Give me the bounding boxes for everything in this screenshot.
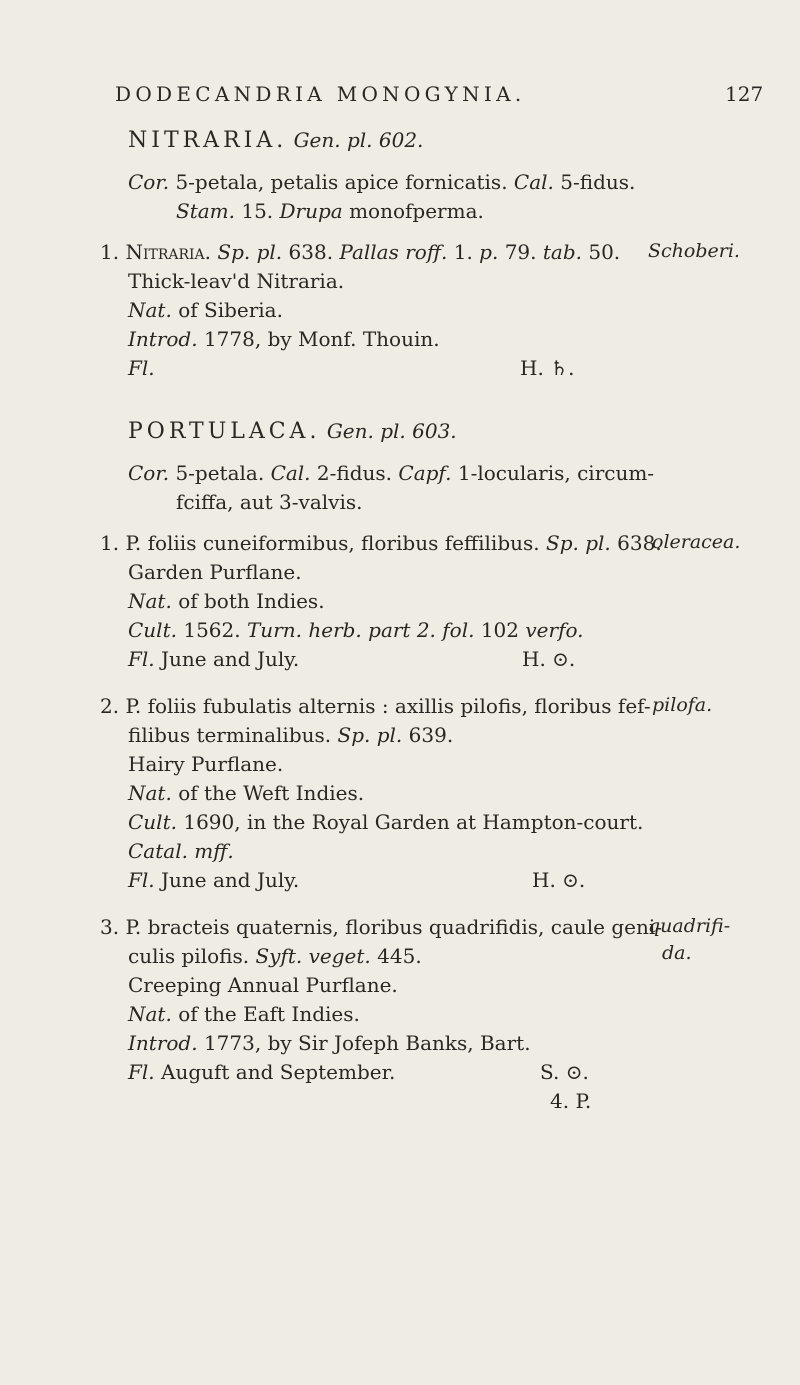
stam-text: 15. <box>241 199 274 223</box>
reference-tab: 50. <box>588 240 621 264</box>
reference-number: 445. <box>377 944 422 968</box>
cal-label: Cal. <box>270 461 311 485</box>
running-title: DODECANDRIA MONOGYNIA. <box>115 82 526 106</box>
cult-reference-verso: verfo. <box>525 618 584 642</box>
introd-text: 1773, by Sir Jofeph Banks, Bart. <box>203 1031 531 1055</box>
species-diagnosis: P. bracteis quaternis, floribus quadrifidis, caule geni- <box>125 915 663 939</box>
species-entry-heading <box>100 238 620 266</box>
cult-reference: Turn. herb. part 2. fol. <box>246 618 475 642</box>
fl-text: June and July. <box>161 868 300 892</box>
genus-name: PORTULACA. <box>128 419 321 444</box>
nat-label: Nat. <box>128 1002 172 1026</box>
running-head <box>0 82 800 122</box>
reference-pallas: Pallas roff. <box>339 240 448 264</box>
nat-label: Nat. <box>128 298 172 322</box>
flowering-line <box>128 866 299 894</box>
cultivated-line <box>128 616 584 644</box>
native-line <box>128 587 325 615</box>
cor-label: Cor. <box>128 461 170 485</box>
reference-number: 638. <box>617 531 662 555</box>
common-name: Creeping Annual Purflane. <box>128 973 398 997</box>
catalogue-line <box>128 837 234 865</box>
introduced-line <box>128 1029 531 1057</box>
nat-text: of the Weft Indies. <box>178 781 365 805</box>
species-diagnosis-end: filibus terminalibus. <box>128 723 332 747</box>
nat-text: of both Indies. <box>178 589 325 613</box>
genus-heading-portulaca <box>128 417 457 446</box>
species-diagnosis-end: culis pilofis. <box>128 944 250 968</box>
cult-reference-number: 102 <box>480 618 520 642</box>
nat-label: Nat. <box>128 781 172 805</box>
species-entry-heading <box>100 913 662 941</box>
fl-text: June and July. <box>161 647 300 671</box>
capf-text: 1-locularis, circum- <box>457 461 655 485</box>
cult-label: Cult. <box>128 810 177 834</box>
introd-text: 1778, by Monf. Thouin. <box>203 327 440 351</box>
introduced-line <box>128 325 440 353</box>
introd-label: Introd. <box>128 327 198 351</box>
margin-species-name: quadrifi- <box>648 915 731 937</box>
cal-label: Cal. <box>513 170 554 194</box>
genus-reference: Gen. pl. 602. <box>293 128 424 152</box>
reference-sp-pl: Sp. pl. <box>337 723 403 747</box>
habit-symbol: H. ⊙. <box>522 647 576 671</box>
catalogue-reference: Catal. mff. <box>128 839 234 863</box>
nitraria-character-line-1 <box>128 168 635 196</box>
common-name: Thick-leav'd Nitraria. <box>128 269 345 293</box>
species-number: 1. <box>100 531 120 555</box>
genus-reference: Gen. pl. 603. <box>326 419 457 443</box>
species-diagnosis: P. foliis fubulatis alternis : axillis pilofis, floribus fef- <box>125 694 651 718</box>
reference-number: 638. <box>288 240 334 264</box>
stam-label: Stam. <box>176 199 235 223</box>
flowering-line <box>128 1058 395 1086</box>
cult-text: 1690, in the Royal Garden at Hampton-court. <box>183 810 644 834</box>
cor-text: 5-petala. <box>175 461 265 485</box>
nitraria-character-line-2 <box>176 197 484 225</box>
common-name: Garden Purflane. <box>128 560 302 584</box>
reference-volume: 1. <box>453 240 473 264</box>
cor-label: Cor. <box>128 170 170 194</box>
cal-text: 2-fidus. <box>316 461 393 485</box>
species-name: Nitraria. <box>125 240 212 264</box>
reference-page: 79. <box>504 240 537 264</box>
page-number: 127 <box>725 82 764 106</box>
species-diagnosis-continued <box>128 942 422 970</box>
fl-label: Fl. <box>128 647 155 671</box>
species-number: 2. <box>100 694 120 718</box>
species-entry-heading <box>100 692 651 720</box>
drupa-text: monofperma. <box>349 199 484 223</box>
reference-syst-veget: Syft. veget. <box>255 944 371 968</box>
habit-symbol: H. ♄. <box>520 356 575 380</box>
native-line <box>128 1000 360 1028</box>
margin-species-name-continued: da. <box>662 942 692 964</box>
margin-species-name: oleracea. <box>652 531 741 553</box>
species-diagnosis: P. foliis cuneiformibus, floribus feffilibus. <box>125 531 540 555</box>
cultivated-line <box>128 808 643 836</box>
native-line <box>128 779 364 807</box>
cal-text: 5-fidus. <box>560 170 636 194</box>
cor-text: 5-petala, petalis apice fornicatis. <box>175 170 508 194</box>
margin-species-name: pilofa. <box>652 694 713 716</box>
reference-sp-pl: Sp. pl. <box>217 240 283 264</box>
flowering-line <box>128 354 155 382</box>
nat-text: of the Eaft Indies. <box>178 1002 360 1026</box>
common-name: Hairy Purflane. <box>128 752 284 776</box>
fl-text: Auguft and September. <box>161 1060 396 1084</box>
species-entry-heading <box>100 529 662 557</box>
species-diagnosis-continued <box>128 721 453 749</box>
flowering-line <box>128 645 299 673</box>
reference-number: 639. <box>408 723 454 747</box>
portulaca-character-line-1 <box>128 459 654 487</box>
portulaca-character-line-2: fciffa, aut 3-valvis. <box>176 490 363 514</box>
reference-page-label: p. <box>479 240 499 264</box>
habit-symbol: S. ⊙. <box>540 1060 589 1084</box>
reference-tab-label: tab. <box>542 240 582 264</box>
species-number: 1. <box>100 240 120 264</box>
introd-label: Introd. <box>128 1031 198 1055</box>
drupa-label: Drupa <box>279 199 343 223</box>
catchword: 4. P. <box>550 1089 592 1113</box>
cult-label: Cult. <box>128 618 177 642</box>
native-line <box>128 296 283 324</box>
cult-text: 1562. <box>183 618 241 642</box>
fl-label: Fl. <box>128 1060 155 1084</box>
genus-name: NITRARIA. <box>128 128 288 153</box>
margin-species-name: Schoberi. <box>648 240 740 262</box>
nat-text: of Siberia. <box>178 298 283 322</box>
reference-sp-pl: Sp. pl. <box>546 531 611 555</box>
species-number: 3. <box>100 915 120 939</box>
nat-label: Nat. <box>128 589 172 613</box>
fl-label: Fl. <box>128 356 155 380</box>
habit-symbol: H. ⊙. <box>532 868 586 892</box>
fl-label: Fl. <box>128 868 155 892</box>
genus-heading-nitraria <box>128 126 423 155</box>
capf-label: Capf. <box>398 461 452 485</box>
